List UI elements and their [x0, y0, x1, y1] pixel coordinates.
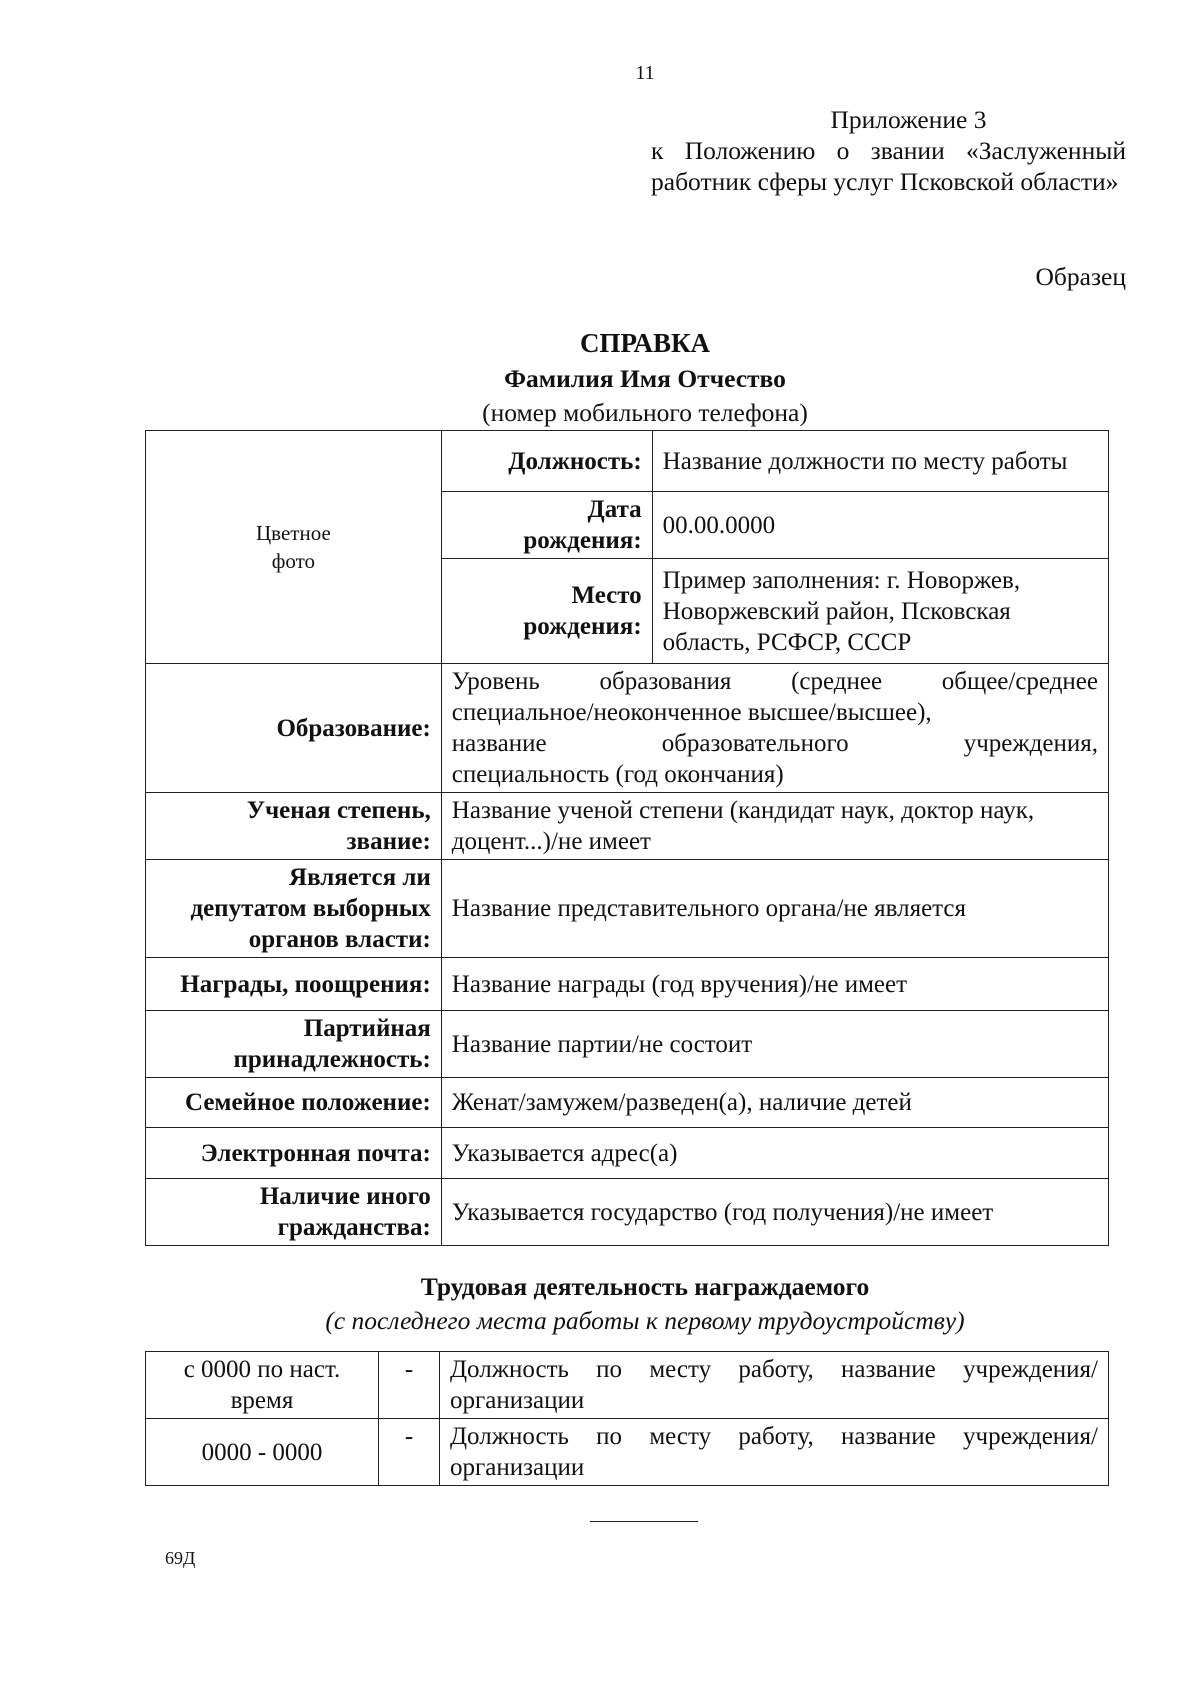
degree-label: [146, 793, 442, 860]
photo-label-line: Цветное: [256, 521, 331, 545]
birth-date-label: [441, 492, 652, 559]
photo-label-line: фото: [271, 549, 316, 573]
footer-code: 69Д: [165, 1548, 196, 1568]
table-row: [146, 1011, 1109, 1078]
sample-label: Образец: [1035, 262, 1126, 291]
party-value: Название партии/не состоит: [441, 1011, 1108, 1078]
position-label: Должность:: [441, 431, 652, 492]
email-value: Указывается адрес(а): [441, 1128, 1108, 1179]
table-row: [146, 1419, 1109, 1486]
family-value: Женат/замужем/разведен(а), наличие детей: [441, 1078, 1108, 1128]
birth-place-label: [441, 559, 652, 664]
photo-placeholder: [146, 431, 442, 664]
education-value: [441, 664, 1108, 793]
label-line: Является ли: [289, 864, 431, 891]
label-line: рождения:: [523, 527, 642, 554]
appendix-reference: к Положению о звании «Заслуженный работник сферы услуг Псковской области»: [651, 136, 1126, 196]
table-row: [146, 431, 1109, 492]
education-label: Образование:: [146, 664, 442, 793]
label-line: принадлежность:: [233, 1046, 431, 1073]
label-line: депутатом выборных: [190, 895, 431, 922]
label-line: Дата: [587, 496, 642, 523]
value-line: Новоржевский район, Псковская: [662, 597, 1011, 625]
appendix-number: Приложение 3: [830, 105, 987, 134]
label-line: Место: [571, 582, 642, 609]
table-row: [146, 1352, 1109, 1419]
value-line: специальное/неоконченное высшее/высшее),: [451, 699, 932, 726]
value-line: название образовательного учреждения,: [451, 730, 1098, 757]
table-row: [146, 1078, 1109, 1128]
work-description: Должность по месту работу, название учреждения/организации: [440, 1419, 1109, 1486]
family-label: Семейное положение:: [146, 1078, 442, 1128]
citizenship-value: Указывается государство (год получения)/не имеет: [441, 1179, 1108, 1246]
citizenship-label: [146, 1179, 442, 1246]
table-row: [146, 958, 1109, 1011]
party-label: [146, 1011, 442, 1078]
table-row: [146, 860, 1109, 958]
value-line: Уровень образования (среднее общее/среднее: [451, 668, 1098, 695]
deputy-label: [146, 860, 442, 958]
label-line: рождения:: [523, 613, 642, 640]
work-dash: -: [379, 1419, 440, 1486]
label-line: гражданства:: [277, 1214, 431, 1241]
value-line: специальность (год окончания): [451, 761, 784, 788]
label-line: Партийная: [303, 1015, 431, 1042]
birth-place-value: [652, 559, 1108, 664]
deputy-value: Название представительного органа/не является: [441, 860, 1108, 958]
table-row: [146, 1179, 1109, 1246]
work-period: с 0000 по наст. время: [146, 1352, 379, 1419]
work-description: Должность по месту работу, название учреждения/организации: [440, 1352, 1109, 1419]
degree-value: Название ученой степени (кандидат наук, доктор наук, доцент...)/не имеет: [441, 793, 1108, 860]
awards-label: Награды, поощрения:: [146, 958, 442, 1011]
document-title: СПРАВКА: [579, 328, 711, 358]
work-dash: -: [379, 1352, 440, 1419]
email-label: Электронная почта:: [146, 1128, 442, 1179]
birth-date-value: 00.00.0000: [652, 492, 1108, 559]
page-number: 11: [635, 62, 655, 84]
person-name-placeholder: Фамилия Имя Отчество: [504, 364, 786, 393]
table-row: [146, 664, 1109, 793]
work-period: 0000 - 0000: [146, 1419, 379, 1486]
value-line: область, РСФСР, СССР: [662, 628, 912, 656]
table-row: [146, 1128, 1109, 1179]
awards-value: Название награды (год вручения)/не имеет: [441, 958, 1108, 1011]
label-line: органов власти:: [248, 926, 431, 953]
label-line: звание:: [346, 828, 431, 855]
label-line: Наличие иного: [259, 1183, 431, 1210]
table-row: [146, 793, 1109, 860]
position-value: Название должности по месту работы: [652, 431, 1108, 492]
label-line: Ученая степень,: [246, 797, 431, 824]
appendix-note: [651, 104, 1126, 197]
value-line: Пример заполнения: г. Новоржев,: [662, 566, 1021, 594]
personal-info-table: [145, 430, 1109, 1246]
phone-note: (номер мобильного телефона): [482, 398, 808, 427]
work-history-subtitle: (с последнего места работы к первому трудоустройству): [325, 1306, 965, 1335]
work-history-table: [145, 1351, 1109, 1486]
end-divider: [590, 1521, 698, 1522]
work-history-title: Трудовая деятельность награждаемого: [420, 1272, 870, 1301]
